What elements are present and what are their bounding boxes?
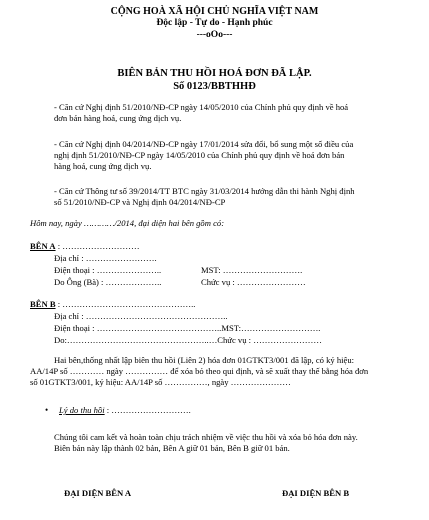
nation-heading: CỘNG HOÀ XÃ HỘI CHỦ NGHĨA VIỆT NAM xyxy=(110,6,319,17)
reason-fill: : ………………………. xyxy=(104,405,191,415)
legal-basis-1-line1: - Căn cứ Nghị định 51/2010/NĐ-CP ngày 14/05/2010 của Chính phủ quy định về hoá xyxy=(54,102,349,112)
agreement-line-1: Hai bên,thống nhất lập biên thu hồi (Liên 2) hóa đơn 01GTKT3/001 đã lập, có ký hiệu: xyxy=(54,355,355,365)
party-a-label: BÊN A xyxy=(30,241,56,251)
commitment-line-1: Chúng tôi cam kết và hoàn toàn chịu trách nhiệm về việc thu hồi và xóa bỏ hóa đơn này. xyxy=(54,432,358,442)
party-a-phone: Điện thoại : ………………….. xyxy=(54,265,162,275)
legal-basis-3-line2: số 51/2010/NĐ-CP và Nghị định 04/2014/NĐ-CP xyxy=(54,197,226,207)
document-number: Số 0123/BBTHHĐ xyxy=(173,81,256,92)
party-b-address: Địa chỉ : ………………………………………….. xyxy=(54,311,228,321)
agreement-line-2: AA/14P số ………… ngày …………… để xóa bỏ theo qui định, và sẽ xuất thay thế bằng hóa đơn xyxy=(30,366,369,376)
party-b-label: BÊN B xyxy=(30,299,56,309)
reason-line xyxy=(59,405,191,416)
party-a-representative: Do Ông (Bà) : ……………….. xyxy=(54,277,162,287)
party-a-name-fill: : ……………………… xyxy=(55,241,140,251)
legal-basis-2-line2: nghị định 51/2010/NĐ-CP ngày 14/05/2010 của Chính phủ quy định về hoá đơn bán xyxy=(54,150,345,160)
party-a-position: Chức vụ : …………………… xyxy=(201,277,306,287)
legal-basis-1-line2: đơn bán hàng hoá, cung ứng dịch vụ. xyxy=(54,113,182,123)
motto-heading: Độc lập - Tự do - Hạnh phúc xyxy=(156,18,273,28)
heading-ornament: ---oOo--- xyxy=(196,30,233,40)
signature-party-a: ĐẠI DIỆN BÊN A xyxy=(64,488,132,498)
reason-bullet-icon: • xyxy=(45,405,49,415)
party-b-representative-position: Do:…………………………………………..…Chức vụ : …………………… xyxy=(54,335,322,345)
document-title: BIÊN BẢN THU HỒI HOÁ ĐƠN ĐÃ LẬP. xyxy=(117,68,312,79)
party-b-phone-tax: Điện thoại : ……………………………………..MST:………………………. xyxy=(54,323,321,333)
party-a-address: Địa chỉ : ……………………. xyxy=(54,253,157,263)
agreement-line-3: số 01GTKT3/001, ký hiệu: AA/14P số ……………, ngày ………………… xyxy=(30,377,291,387)
signature-party-b: ĐẠI DIỆN BÊN B xyxy=(282,488,350,498)
commitment-line-2: Biên bản này lập thành 02 bản, Bên A giữ 01 bản, Bên B giữ 01 bản. xyxy=(54,443,290,453)
legal-basis-3-line1: - Căn cứ Thông tư số 39/2014/TT BTC ngày 31/03/2014 hướng dẫn thi hành Nghị định xyxy=(54,186,355,196)
legal-basis-2-line3: hàng hoá, cung ứng dịch vụ. xyxy=(54,161,152,171)
party-a-tax-code: MST: ………………………. xyxy=(201,265,303,275)
party-b-name-line xyxy=(30,299,195,310)
legal-basis-2-line1: - Căn cứ Nghị định 04/2014/NĐ-CP ngày 17/01/2014 sửa đổi, bổ sung một số điều của xyxy=(54,139,354,149)
reason-label: Lý do thu hồi xyxy=(59,405,105,415)
party-b-name-fill: : ……………………………………….. xyxy=(55,299,196,309)
intro-line: Hôm nay, ngày …………/2014, đại diện hai bên gồm có: xyxy=(30,218,225,228)
party-a-name-line xyxy=(30,241,140,252)
